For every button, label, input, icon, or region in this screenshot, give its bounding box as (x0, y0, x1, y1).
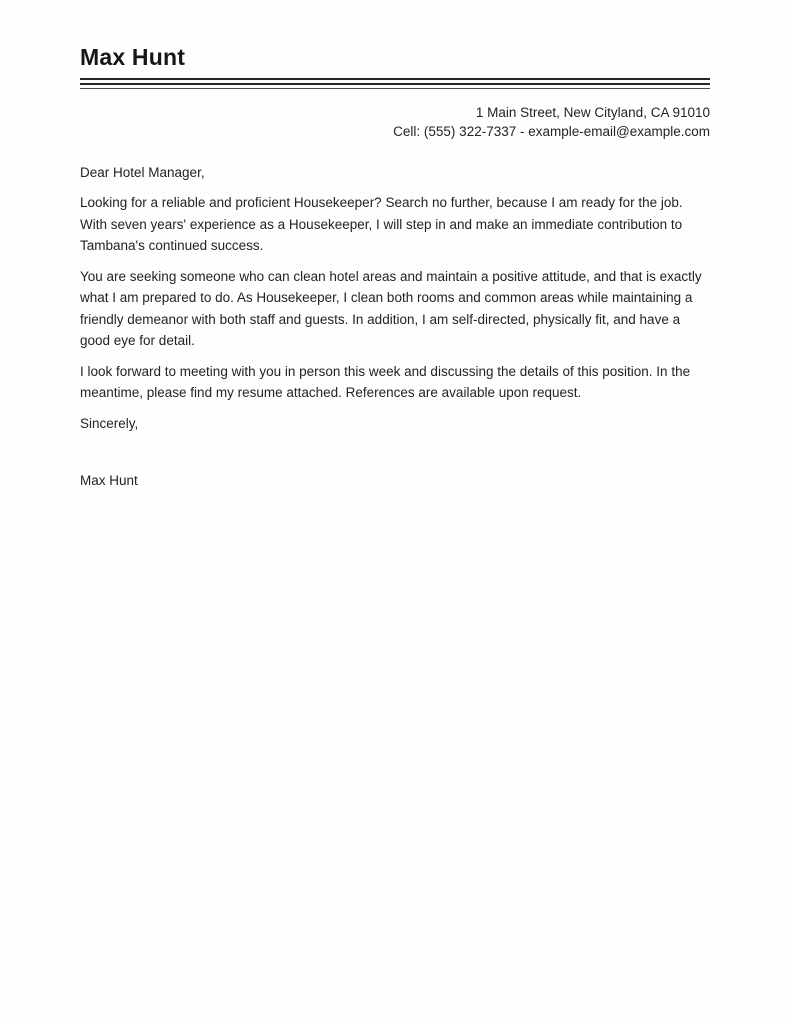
header-rule-double (80, 78, 710, 85)
contact-block (80, 103, 710, 141)
closing: Sincerely, (80, 415, 139, 431)
body-paragraph-2: You are seeking someone who can clean hotel areas and maintain a positive attitude, and that is exactly what I am prepared to do. As Housekeeper, I clean both rooms and common areas while maintaining a friendly demeanor with both staff and guests. In addition, I am self-directed, physically fit, and have a good eye for detail. (80, 268, 702, 349)
salutation: Dear Hotel Manager, (80, 164, 205, 180)
candidate-name: Max Hunt (80, 44, 186, 70)
contact-phone-email: Cell: (555) 322-7337 - example-email@example.com (393, 123, 710, 139)
header-rule-thin (80, 88, 710, 89)
letter-body (80, 162, 710, 492)
body-paragraph-3: I look forward to meeting with you in person this week and discussing the details of this position. In the meantime, please find my resume attached. References are available upon request. (80, 363, 691, 401)
contact-address: 1 Main Street, New Cityland, CA 91010 (475, 104, 710, 120)
letter-header (80, 44, 710, 89)
body-paragraph-1: Looking for a reliable and proficient Housekeeper? Search no further, because I am ready for the job. With seven years' experience as a Housekeeper, I will step in and make an immediate contribution to Tambana's continued success. (80, 195, 683, 254)
signature-name: Max Hunt (80, 473, 138, 489)
